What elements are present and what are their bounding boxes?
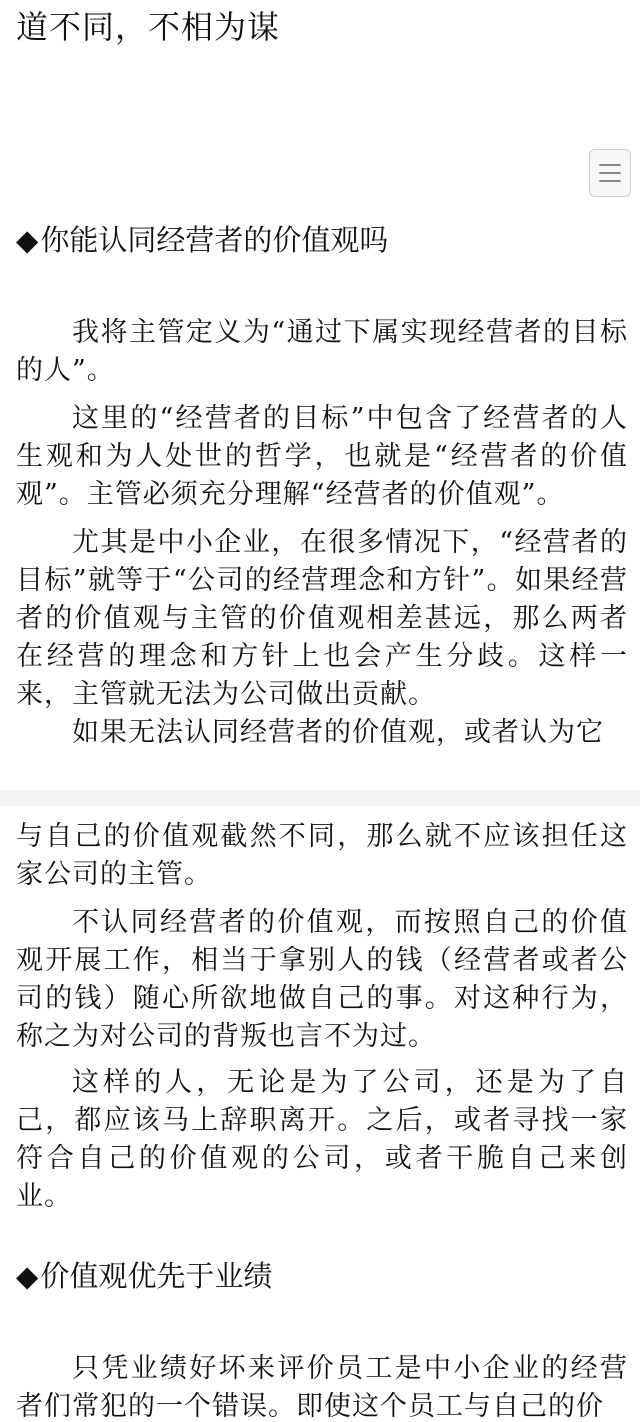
paragraph: 与自己的价值观截然不同，那么就不应该担任这家公司的主管。: [16, 821, 628, 890]
menu-button[interactable]: [589, 149, 631, 197]
section-heading-2-text: 价值观优先于业绩: [40, 1259, 273, 1293]
section-heading-2: [16, 1256, 272, 1296]
paragraph: 尤其是中小企业，在很多情况下，“经营者的目标”就等于“公司的经营理念和方针”。如果经营者的价值观与主管的价值观相差甚远，那么两者在经营的理念和方针上也会产生分歧。这样一来，主管就无法为公司做出贡献。: [16, 527, 628, 710]
article-title: 道不同，不相为谋: [16, 8, 281, 46]
paragraph: 这样的人，无论是为了公司，还是为了自己，都应该马上辞职离开。之后，或者寻找一家符合自己的价值观的公司，或者干脆自己来创业。: [16, 1067, 628, 1212]
paragraph: 不认同经营者的价值观，而按照自己的价值观开展工作，相当于拿别人的钱（经营者或者公司的钱）随心所欲地做自己的事。对这种行为，称之为对公司的背叛也言不为过。: [16, 907, 628, 1052]
diamond-bullet-icon: ◆: [16, 223, 39, 257]
diamond-bullet-icon: ◆: [16, 1259, 39, 1293]
paragraph: 这里的“经营者的目标”中包含了经营者的人生观和为人处世的哲学，也就是“经营者的价值观”。主管必须充分理解“经营者的价值观”。: [16, 403, 628, 510]
paragraph: 我将主管定义为“通过下属实现经营者的目标的人”。: [16, 317, 628, 386]
section-heading-1: [16, 220, 388, 260]
page-separator: [0, 790, 640, 806]
paragraph: 如果无法认同经营者的价值观，或者认为它: [72, 717, 604, 748]
paragraph: 只凭业绩好坏来评价员工是中小企业的经营者们常犯的一个错误。即使这个员工与自己的价: [16, 1353, 628, 1422]
section-heading-1-text: 你能认同经营者的价值观吗: [40, 223, 389, 257]
document-page-2: [0, 806, 640, 1422]
